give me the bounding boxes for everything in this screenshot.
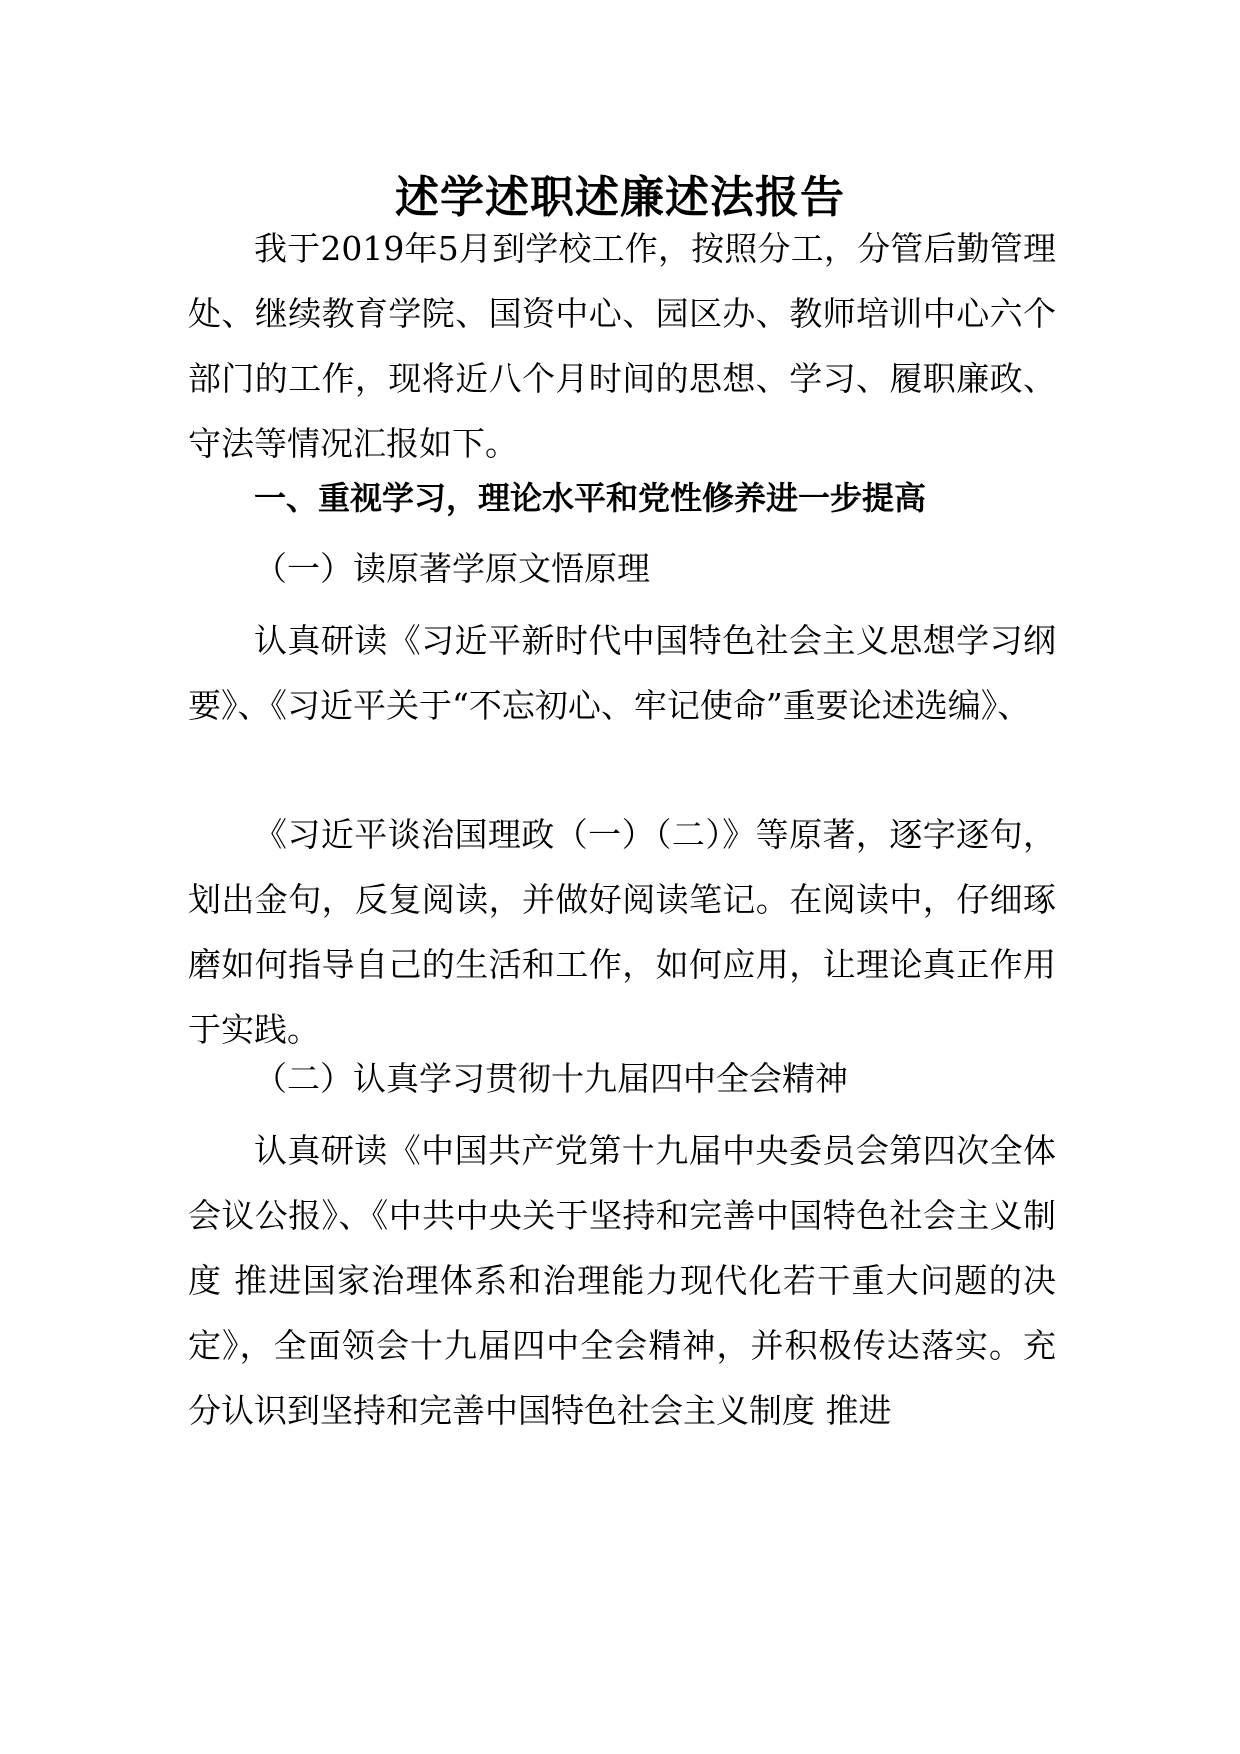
subsection-1-paragraph-1: 认真研读《习近平新时代中国特色社会主义思想学习纲要》、《习近平关于“不忘初心、牢记使命”重要论述选编》、 [188,621,1056,725]
document-title: 述学述职述廉述法报告 [395,172,845,223]
subsection-heading-2: （二）认真学习贯彻十九届四中全会精神 [254,1059,848,1098]
subsection-heading-1: （一）读原著学原文悟原理 [254,549,650,588]
subsection-2-paragraph-1: 认真研读《中国共产党第十九届中央委员会第四次全体会议公报》、《中共中央关于坚持和完善中国特色社会主义制度 推进国家治理体系和治理能力现代化若干重大问题的决定》，全面领会十九届四中全会精神，并积极传达落实。充分认识到坚持和完善中国特色社会主义制度 推进 [188,1131,1056,1430]
intro-paragraph: 我于2019年5月到学校工作，按照分工，分管后勤管理处、继续教育学院、国资中心、园区办、教师培训中心六个部门的工作，现将近八个月时间的思想、学习、履职廉政、守法等情况汇报如下。 [188,229,1056,463]
section-heading-1: 一、重视学习，理论水平和党性修养进一步提高 [254,479,927,517]
subsection-1-paragraph-2: 《习近平谈治国理政（一）（二）》等原著，逐字逐句，划出金句，反复阅读，并做好阅读笔记。在阅读中，仔细琢磨如何指导自己的生活和工作，如何应用，让理论真正作用于实践。 [188,815,1056,1049]
